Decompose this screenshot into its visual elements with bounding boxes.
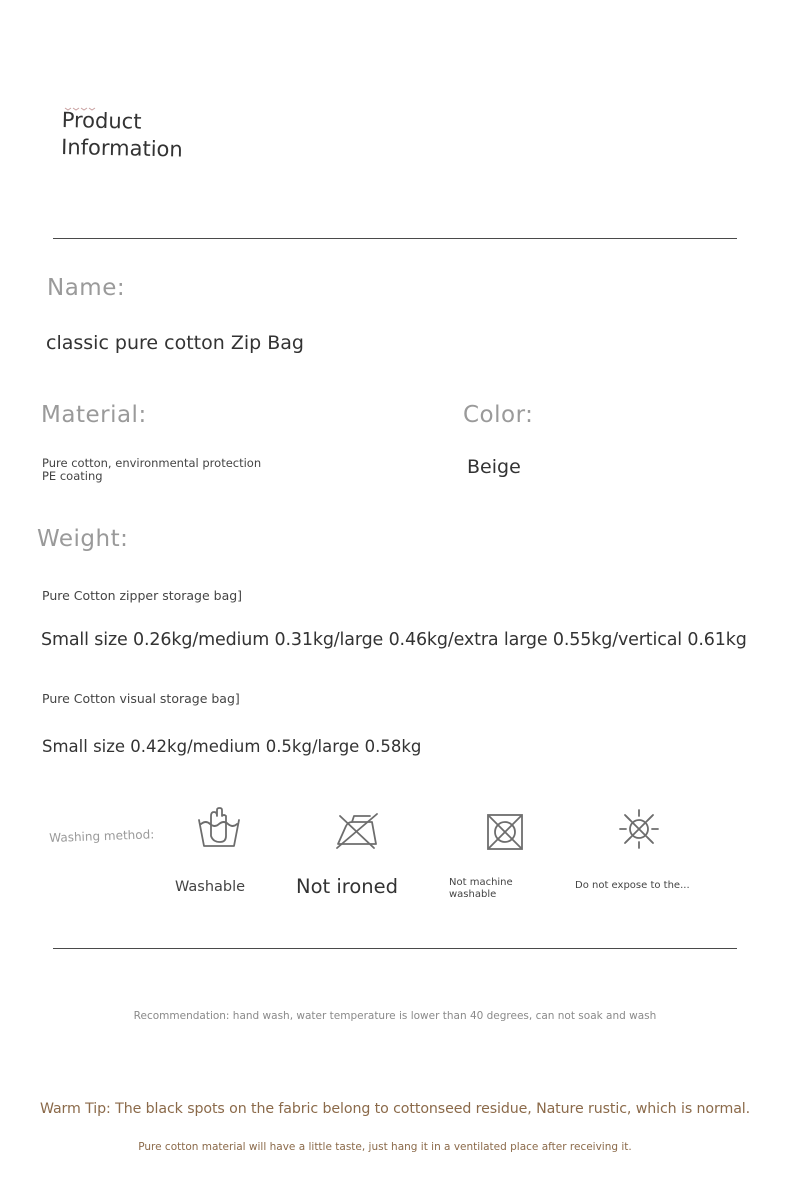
recommendation-note: Recommendation: hand wash, water temperature is lower than 40 degrees, can not soak and wash (133, 1010, 657, 1022)
page-title-line1: Product (61, 107, 142, 134)
no-sun-icon (617, 808, 661, 850)
wash-label-not-ironed: Not ironed (296, 875, 399, 898)
name-value: classic pure cotton Zip Bag (46, 332, 304, 354)
divider-bottom (53, 948, 737, 949)
material-label: Material: (41, 402, 147, 428)
wash-label-not-machine-washable: Not machine washable (449, 877, 513, 900)
color-value: Beige (467, 456, 521, 478)
divider-top (53, 238, 737, 239)
washing-method-label: Washing method: (49, 827, 155, 845)
zipper-bag-title: Pure Cotton zipper storage bag] (42, 588, 243, 603)
color-label: Color: (463, 402, 534, 428)
hand-wash-icon (196, 806, 242, 850)
page-title (61, 107, 184, 164)
weight-label: Weight: (37, 526, 129, 552)
zipper-bag-sizes: Small size 0.26kg/medium 0.31kg/large 0.46kg/extra large 0.55kg/vertical 0.61kg (41, 630, 747, 650)
no-iron-icon (334, 810, 380, 852)
material-value: Pure cotton, environmental protection PE coating (42, 456, 262, 483)
warm-tip: Warm Tip: The black spots on the fabric belong to cottonseed residue, Nature rustic, which is normal. (39, 1101, 751, 1117)
page-title-line2: Information (60, 134, 183, 162)
wash-label-washable: Washable (175, 879, 246, 895)
no-machine-wash-icon (486, 813, 524, 851)
visual-bag-sizes: Small size 0.42kg/medium 0.5kg/large 0.58kg (42, 737, 422, 756)
wash-label-no-sun: Do not expose to the... (575, 880, 690, 891)
name-label: Name: (47, 275, 126, 301)
taste-note: Pure cotton material will have a little taste, just hang it in a ventilated place after receiving it. (138, 1141, 632, 1153)
visual-bag-title: Pure Cotton visual storage bag] (42, 691, 240, 706)
